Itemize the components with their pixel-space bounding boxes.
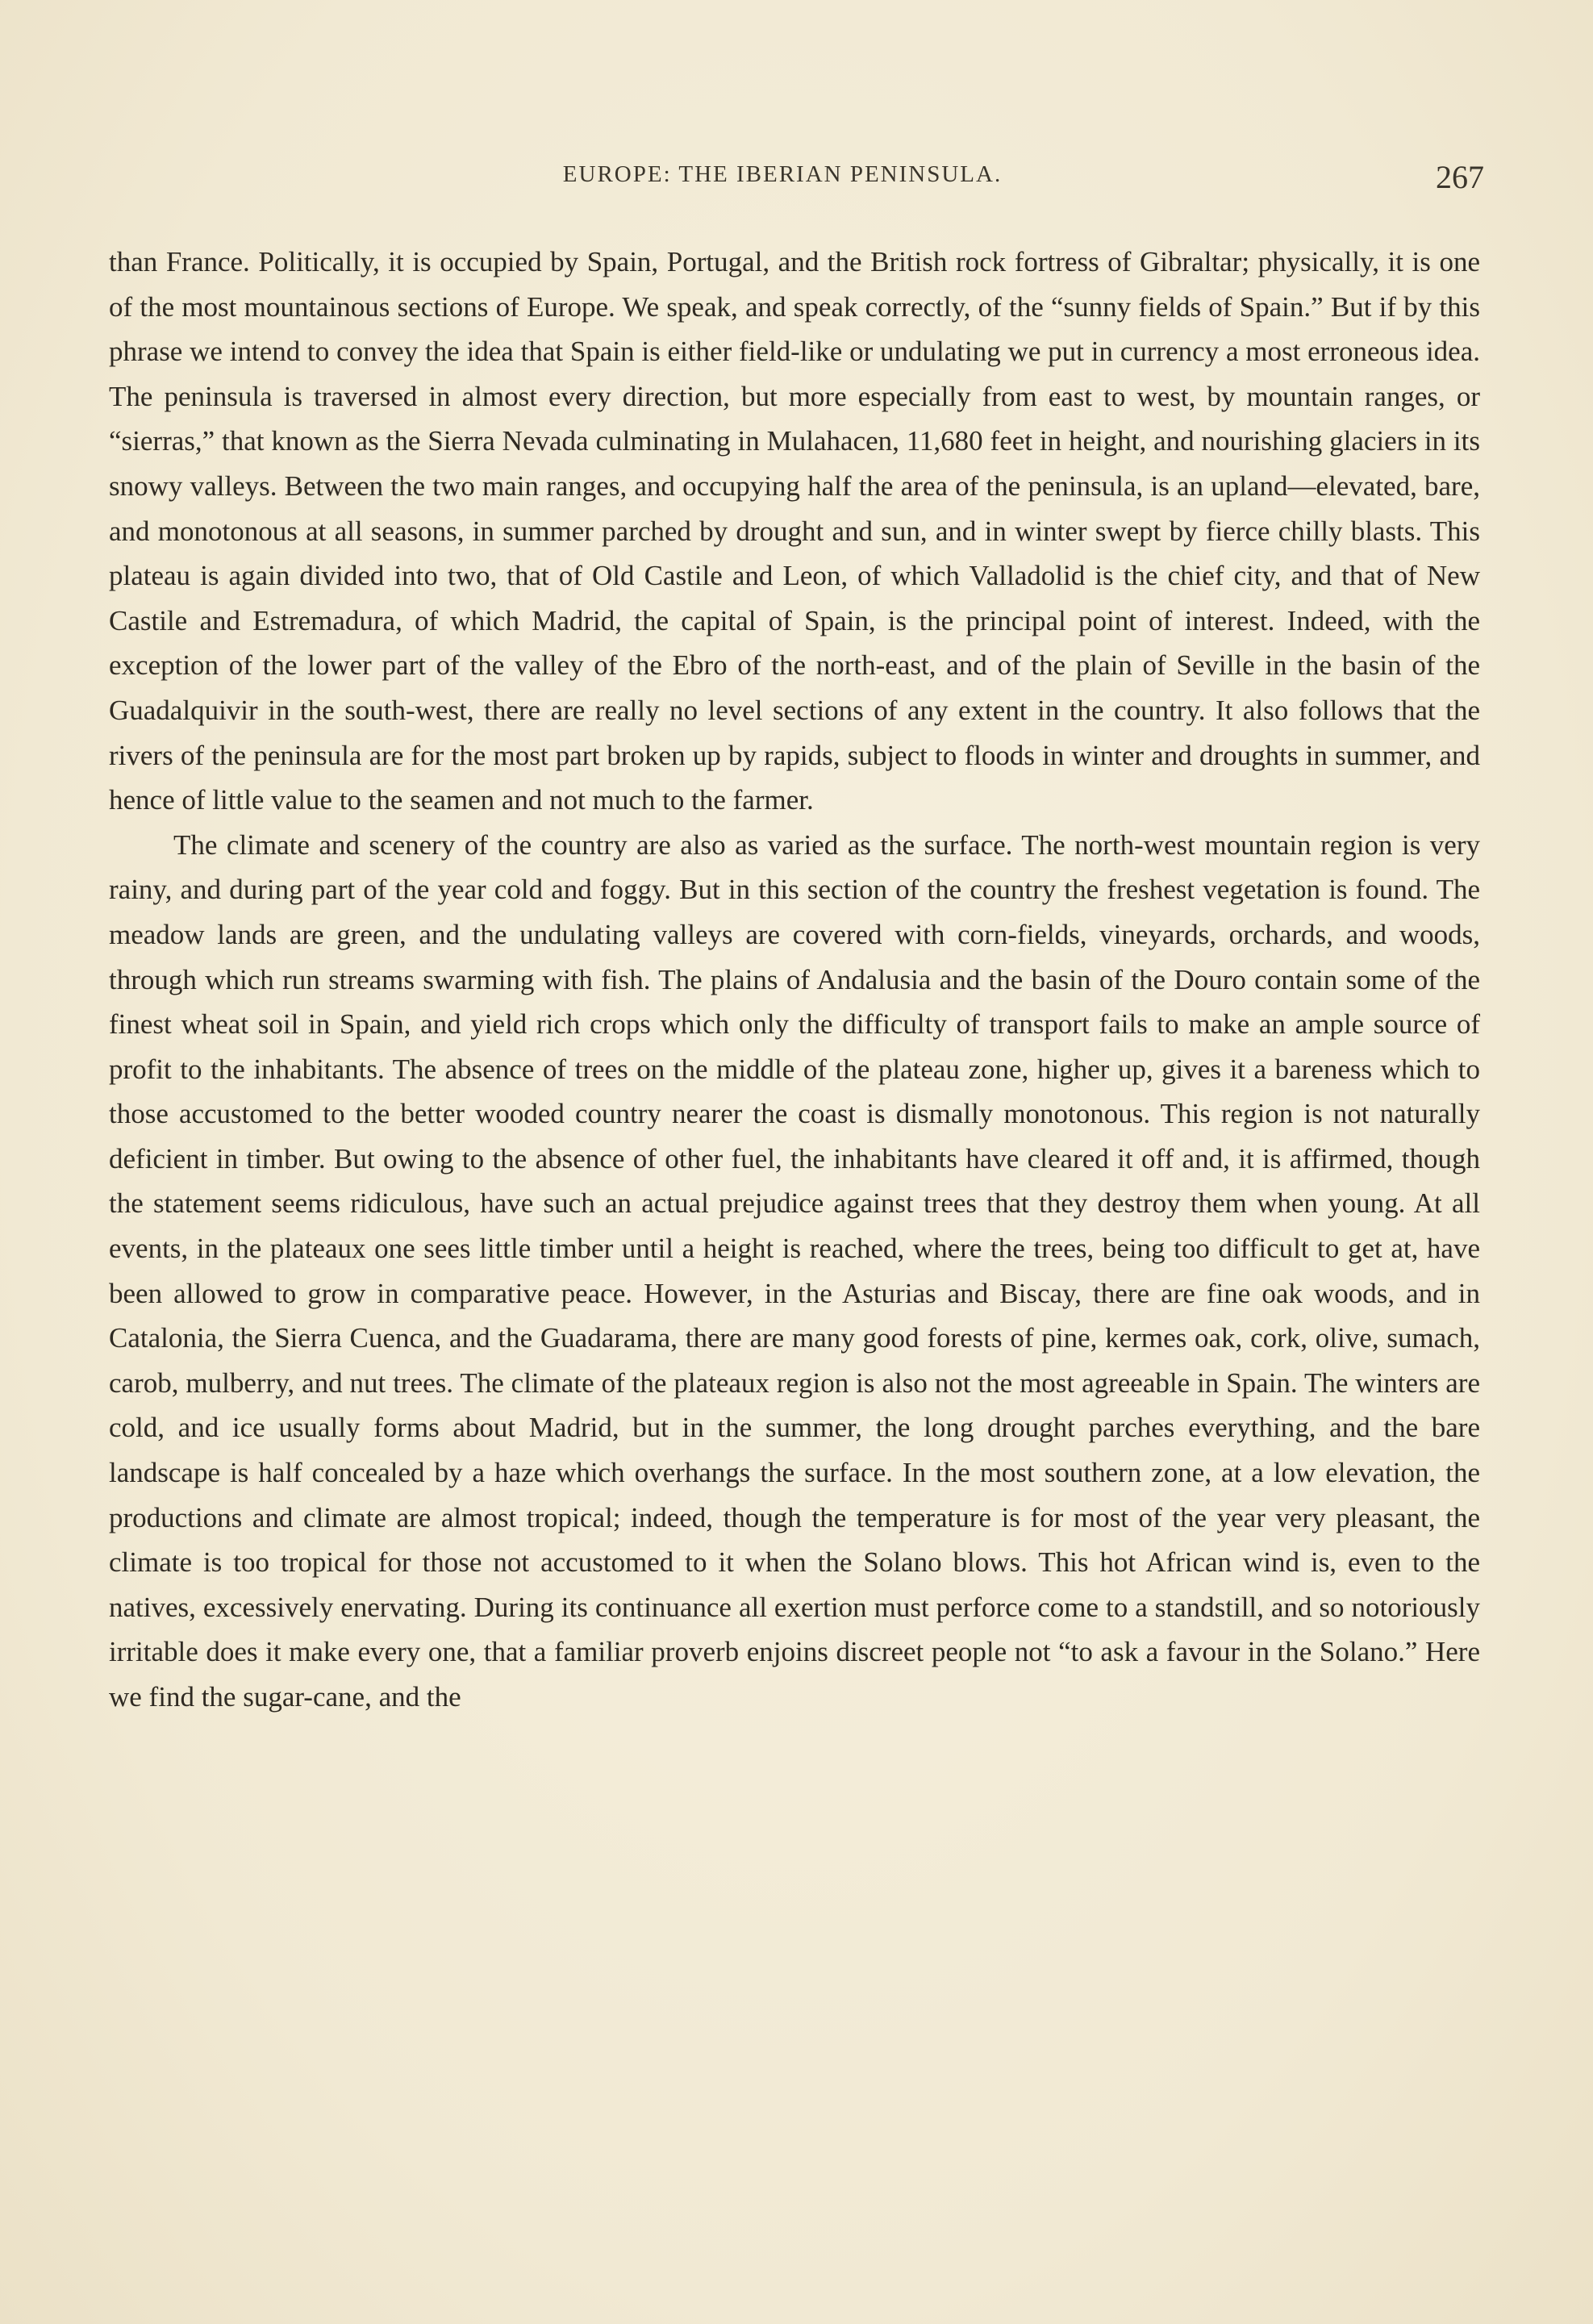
- page-number: 267: [1436, 159, 1484, 195]
- running-title: EUROPE: THE IBERIAN PENINSULA.: [562, 161, 1003, 187]
- paragraph-2: The climate and scenery of the country are also as varied as the surface. The north-west mountain region is very rainy, and during part of the year cold and foggy. But in this section of the country the freshest vegetation is found. The meadow lands are green, and the undulating valleys are covered with corn-fields, vineyards, orchards, and woods, through which run streams swarming with fish. The plains of Andalusia and the basin of the Douro contain some of the finest wheat soil in Spain, and yield rich crops which only the difficulty of transport fails to make an ample source of profit to the inhabitants. The absence of trees on the middle of the plateau zone, higher up, gives it a bareness which to those accustomed to the better wooded country nearer the coast is dismally monotonous. This region is not naturally deficient in timber. But owing to the absence of other fuel, the inhabitants have cleared it off and, it is affirmed, though the statement seems ridiculous, have such an actual prejudice against trees that they destroy them when young. At all events, in the plateaux one sees little timber until a height is reached, where the trees, being too difficult to get at, have been allowed to grow in comparative peace. However, in the Asturias and Biscay, there are fine oak woods, and in Catalonia, the Sierra Cuenca, and the Guadarama, there are many good forests of pine, kermes oak, cork, olive, sumach, carob, mulberry, and nut trees. The climate of the plateaux region is also not the most agreeable in Spain. The winters are cold, and ice usually forms about Madrid, but in the summer, the long drought parches everything, and the bare landscape is half concealed by a haze which overhangs the surface. In the most southern zone, at a low elevation, the productions and climate are almost tropical; indeed, though the temperature is for most of the year very pleasant, the climate is too tropical for those not accustomed to it when the Solano blows. This hot African wind is, even to the natives, excessively enervating. During its continuance all exertion must perforce come to a standstill, and so notoriously irritable does it make every one, that a familiar proverb enjoins discreet people not “to ask a favour in the Solano.” Here we find the sugar-cane, and the: [109, 828, 1480, 1713]
- body-text: [109, 240, 1480, 1720]
- paragraph-1: than France. Politically, it is occupied by Spain, Portugal, and the British rock fortress of Gibraltar; physically, it is one of the most mountainous sections of Europe. We speak, and speak correctly, of the “sunny fields of Spain.” But if by this phrase we intend to convey the idea that Spain is either field-like or undulating we put in currency a most erroneous idea. The peninsula is traversed in almost every direction, but more especially from east to west, by mountain ranges, or “sierras,” that known as the Sierra Nevada culminating in Mulahacen, 11,680 feet in height, and nourishing glaciers in its snowy valleys. Between the two main ranges, and occupying half the area of the peninsula, is an upland—elevated, bare, and monotonous at all seasons, in summer parched by drought and sun, and in winter swept by fierce chilly blasts. This plateau is again divided into two, that of Old Castile and Leon, of which Valladolid is the chief city, and that of New Castile and Estremadura, of which Madrid, the capital of Spain, is the principal point of interest. Indeed, with the exception of the lower part of the valley of the Ebro of the north-east, and of the plain of Seville in the basin of the Guadalquivir in the south-west, there are really no level sections of any extent in the country. It also follows that the rivers of the peninsula are for the most part broken up by rapids, subject to floods in winter and droughts in summer, and hence of little value to the seamen and not much to the farmer.: [109, 246, 1480, 816]
